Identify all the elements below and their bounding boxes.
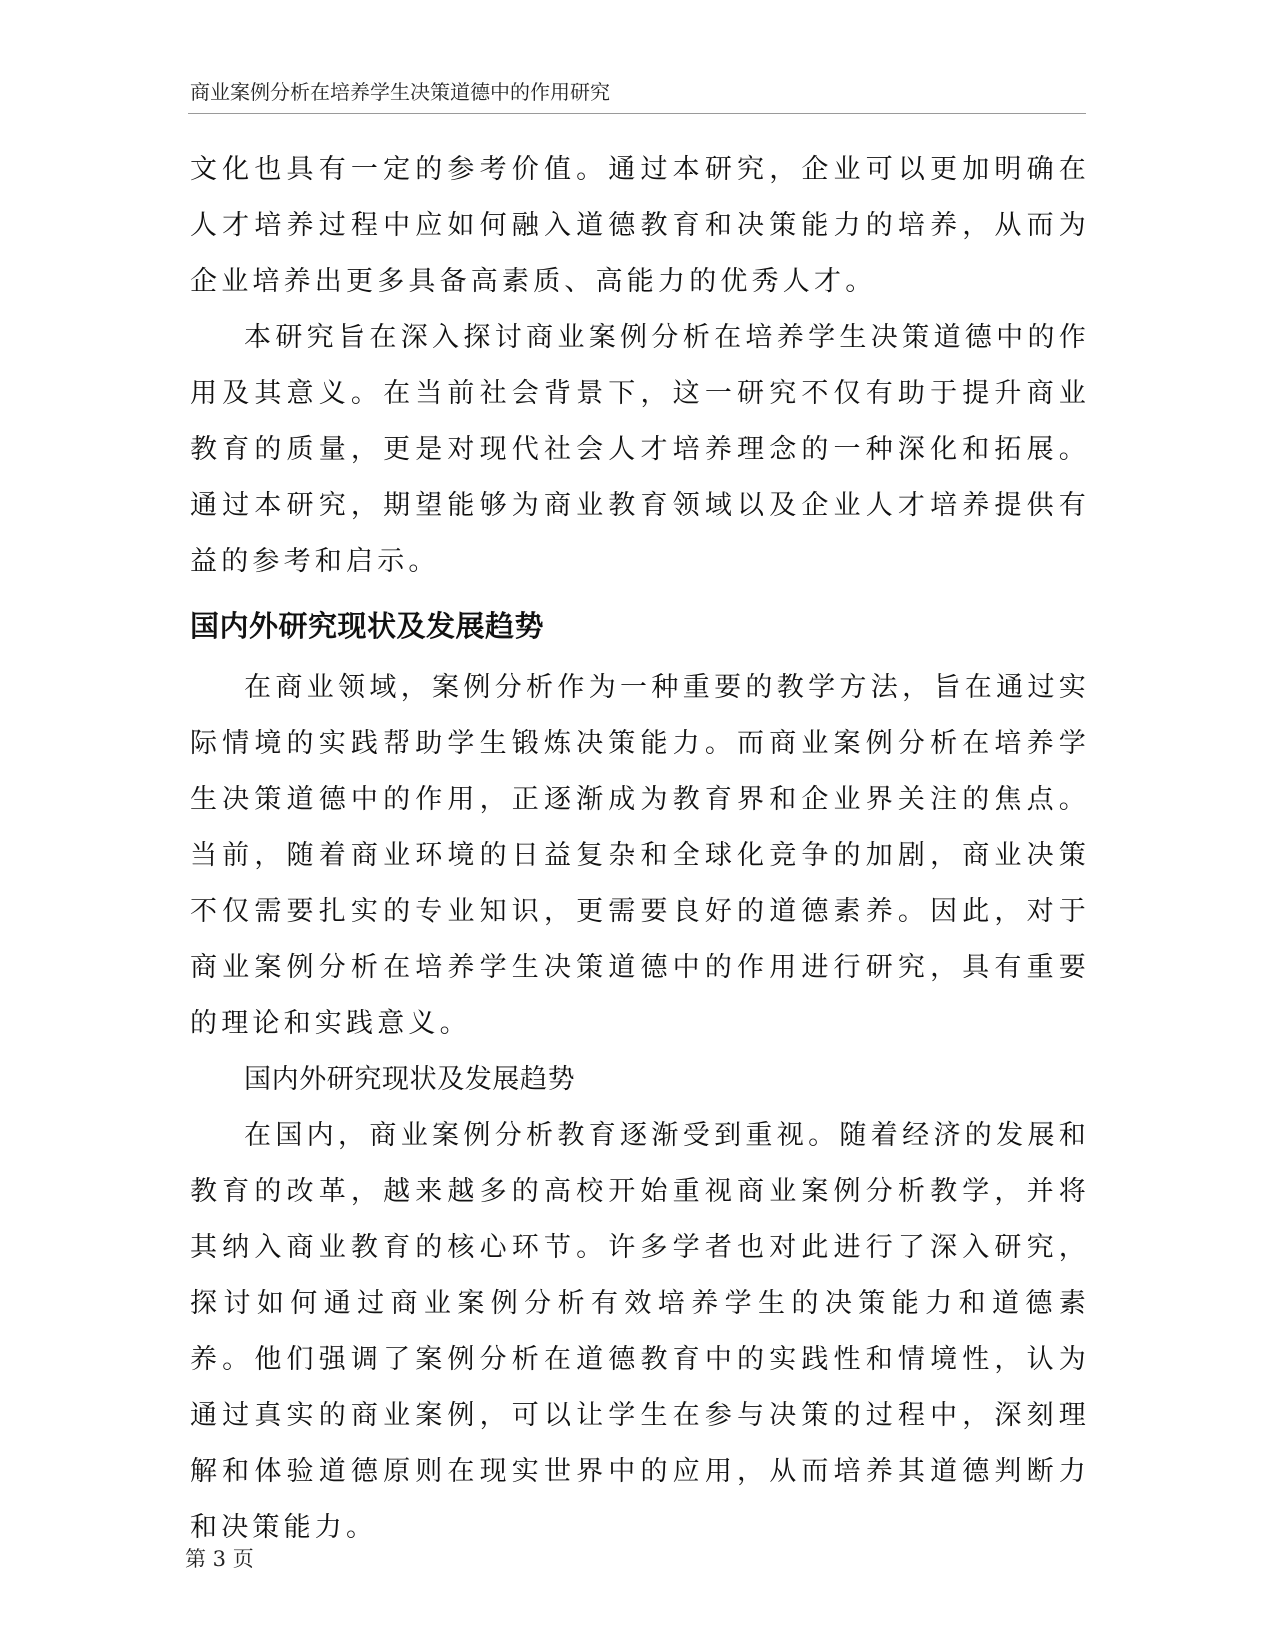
page-number: 第 3 页	[185, 1547, 254, 1571]
subsection-heading: 国内外研究现状及发展趋势	[244, 1064, 576, 1095]
section-heading: 国内外研究现状及发展趋势	[190, 609, 545, 643]
header-divider	[188, 113, 1086, 114]
page-header-title: 商业案例分析在培养学生决策道德中的作用研究	[190, 80, 610, 104]
paragraph-continued: 文化也具有一定的参考价值。通过本研究，企业可以更加明确在人才培养过程中应如何融入道德教育和决策能力的培养，从而为企业培养出更多具备高素质、高能力的优秀人才。	[190, 154, 1090, 297]
paragraph-business-context: 在商业领域，案例分析作为一种重要的教学方法，旨在通过实际情境的实践帮助学生锻炼决策能力。而商业案例分析在培养学生决策道德中的作用，正逐渐成为教育界和企业界关注的焦点。当前，随着商业环境的日益复杂和全球化竞争的加剧，商业决策不仅需要扎实的专业知识，更需要良好的道德素养。因此，对于商业案例分析在培养学生决策道德中的作用进行研究，具有重要的理论和实践意义。	[190, 672, 1090, 1039]
paragraph-research-purpose: 本研究旨在深入探讨商业案例分析在培养学生决策道德中的作用及其意义。在当前社会背景下，这一研究不仅有助于提升商业教育的质量，更是对现代社会人才培养理念的一种深化和拓展。通过本研究，期望能够为商业教育领域以及企业人才培养提供有益的参考和启示。	[190, 322, 1090, 577]
paragraph-domestic-research: 在国内，商业案例分析教育逐渐受到重视。随着经济的发展和教育的改革，越来越多的高校开始重视商业案例分析教学，并将其纳入商业教育的核心环节。许多学者也对此进行了深入研究，探讨如何通过商业案例分析有效培养学生的决策能力和道德素养。他们强调了案例分析在道德教育中的实践性和情境性，认为通过真实的商业案例，可以让学生在参与决策的过程中，深刻理解和体验道德原则在现实世界中的应用，从而培养其道德判断力和决策能力。	[190, 1120, 1090, 1543]
document-body	[190, 142, 1090, 1556]
